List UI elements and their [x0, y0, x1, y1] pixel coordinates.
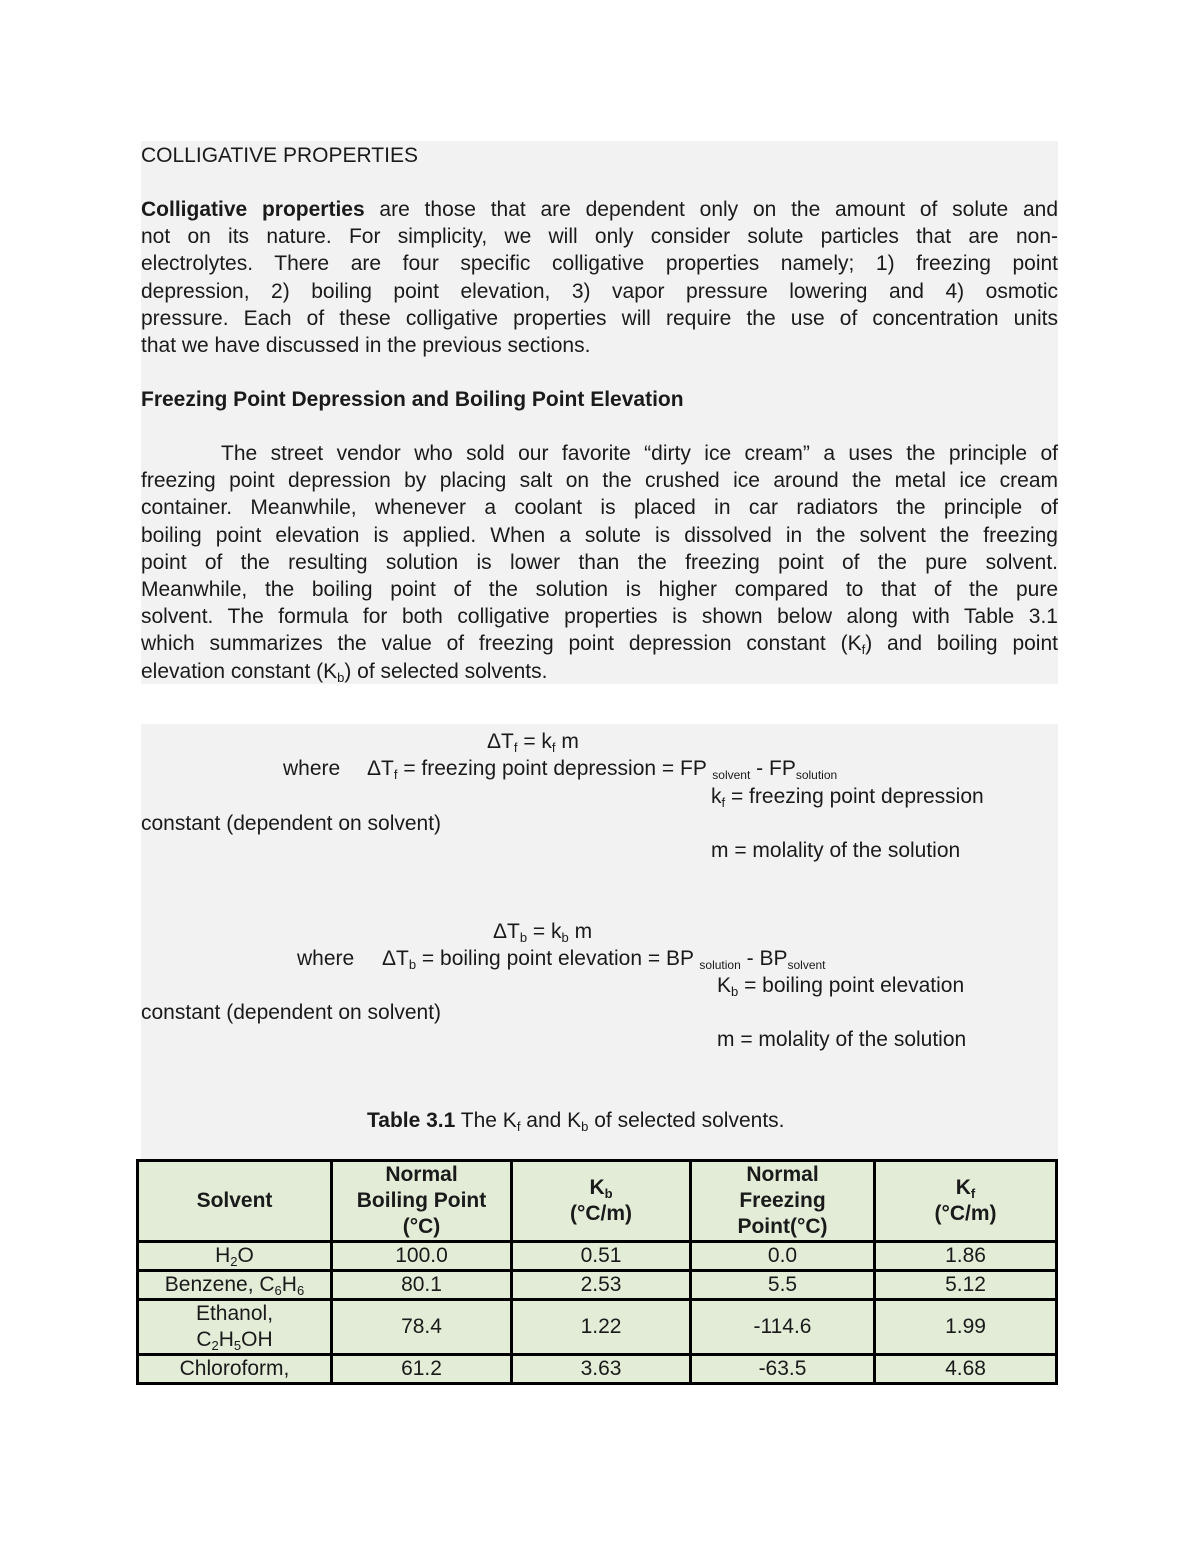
cell-freezing-point: -114.6 [691, 1300, 875, 1355]
boiling-equation: $\Delta T_b = k_b$ m [493, 920, 593, 945]
header-solvent: Solvent [138, 1161, 332, 1242]
intro-line: that we have discussed in the previous sections. [141, 333, 591, 357]
boiling-constant-note: constant (dependent on solvent) [141, 1001, 442, 1024]
boiling-molality-definition: m = molality of the solution [717, 1028, 967, 1051]
body-line: The street vendor who sold our favorite “dirty ice cream” a uses the principle of [221, 442, 1058, 465]
body-line: boiling point elevation is applied. When a solute is dissolved in the solvent the freezing [141, 523, 1058, 547]
table-header-row [138, 1161, 1057, 1242]
freezing-definition: $\Delta T_f$ = freezing point depression = FP solvent - FPsolution [367, 757, 838, 782]
body-line: container. Meanwhile, whenever a coolant is placed in car radiators the principle of [141, 496, 1058, 520]
cell-freezing-point: 0.0 [691, 1242, 875, 1271]
intro-line: electrolytes. There are four specific colligative properties namely; 1) freezing point [141, 252, 1058, 276]
header-kf: $K_f$ (°C/m) [875, 1161, 1057, 1242]
boiling-definition: $\Delta T_b$ = boiling point elevation = BP solution - BPsolvent [382, 947, 826, 972]
header-kb: $K_b$ (°C/m) [512, 1161, 691, 1242]
cell-kf: 4.68 [875, 1355, 1057, 1384]
intro-line: not on its nature. For simplicity, we will only consider solute particles that are non- [141, 225, 1058, 249]
intro-bold-term: Colligative properties [141, 198, 365, 221]
table-row [138, 1271, 1057, 1300]
intro-line: pressure. Each of these colligative properties will require the use of concentration units [141, 306, 1058, 330]
intro-line: are those that are dependent only on the amount of solute and [364, 198, 1058, 221]
cell-kb: 2.53 [512, 1271, 691, 1300]
body-line: freezing point depression by placing salt on the crushed ice around the metal ice cream [141, 469, 1058, 493]
cell-solvent: $H_2O$ [138, 1242, 332, 1271]
cell-solvent: Benzene, $C_6H_6$ [138, 1271, 332, 1300]
table-row [138, 1300, 1057, 1355]
table-row [138, 1242, 1057, 1271]
cell-kf: 5.12 [875, 1271, 1057, 1300]
body-paragraph [141, 440, 1058, 685]
intro-paragraph [141, 196, 1058, 359]
boiling-where-label: where [297, 947, 355, 970]
freezing-where-label: where [283, 757, 341, 780]
header-normal-freezing-point: Normal Freezing Point(°C) [691, 1161, 875, 1242]
table-caption: Table 3.1 The $K_f$ and $K_b$ of selected solvents. [367, 1109, 785, 1134]
freezing-equation: $\Delta T_f = k_f$ m [487, 730, 579, 755]
cell-kf: 1.86 [875, 1242, 1057, 1271]
cell-kb: 3.63 [512, 1355, 691, 1384]
cell-boiling-point: 61.2 [332, 1355, 512, 1384]
cell-freezing-point: 5.5 [691, 1271, 875, 1300]
cell-freezing-point: -63.5 [691, 1355, 875, 1384]
freezing-constant-definition: $k_f$ = freezing point depression [711, 785, 984, 810]
cell-solvent: Ethanol, $C_2H_5OH$ [138, 1300, 332, 1355]
cell-boiling-point: 78.4 [332, 1300, 512, 1355]
body-line: solvent. The formula for both colligative properties is shown below along with Table 3.1 [141, 605, 1058, 629]
boiling-constant-definition: $K_b$ = boiling point elevation [717, 974, 965, 999]
section-title: Freezing Point Depression and Boiling Point Elevation [141, 388, 684, 411]
cell-kb: 1.22 [512, 1300, 691, 1355]
page-title: COLLIGATIVE PROPERTIES [141, 144, 418, 167]
freezing-constant-note: constant (dependent on solvent) [141, 812, 442, 835]
cell-kb: 0.51 [512, 1242, 691, 1271]
cell-boiling-point: 80.1 [332, 1271, 512, 1300]
body-line: elevation constant $(K_b)$ of selected solvents. [141, 659, 548, 685]
solvent-constants-table [136, 1159, 1058, 1385]
freezing-molality-definition: m = molality of the solution [711, 839, 961, 862]
body-line: point of the resulting solution is lower than the freezing point of the pure solvent. [141, 550, 1058, 574]
body-line: which summarizes the value of freezing point depression constant $(K_f)$ and boiling point [141, 632, 1058, 658]
table-row [138, 1355, 1057, 1384]
intro-line: depression, 2) boiling point elevation, 3) vapor pressure lowering and 4) osmotic [141, 279, 1058, 303]
cell-solvent: Chloroform, [138, 1355, 332, 1384]
cell-boiling-point: 100.0 [332, 1242, 512, 1271]
cell-kf: 1.99 [875, 1300, 1057, 1355]
header-normal-boiling-point: Normal Boiling Point (°C) [332, 1161, 512, 1242]
body-line: Meanwhile, the boiling point of the solution is higher compared to that of the pure [141, 577, 1058, 601]
